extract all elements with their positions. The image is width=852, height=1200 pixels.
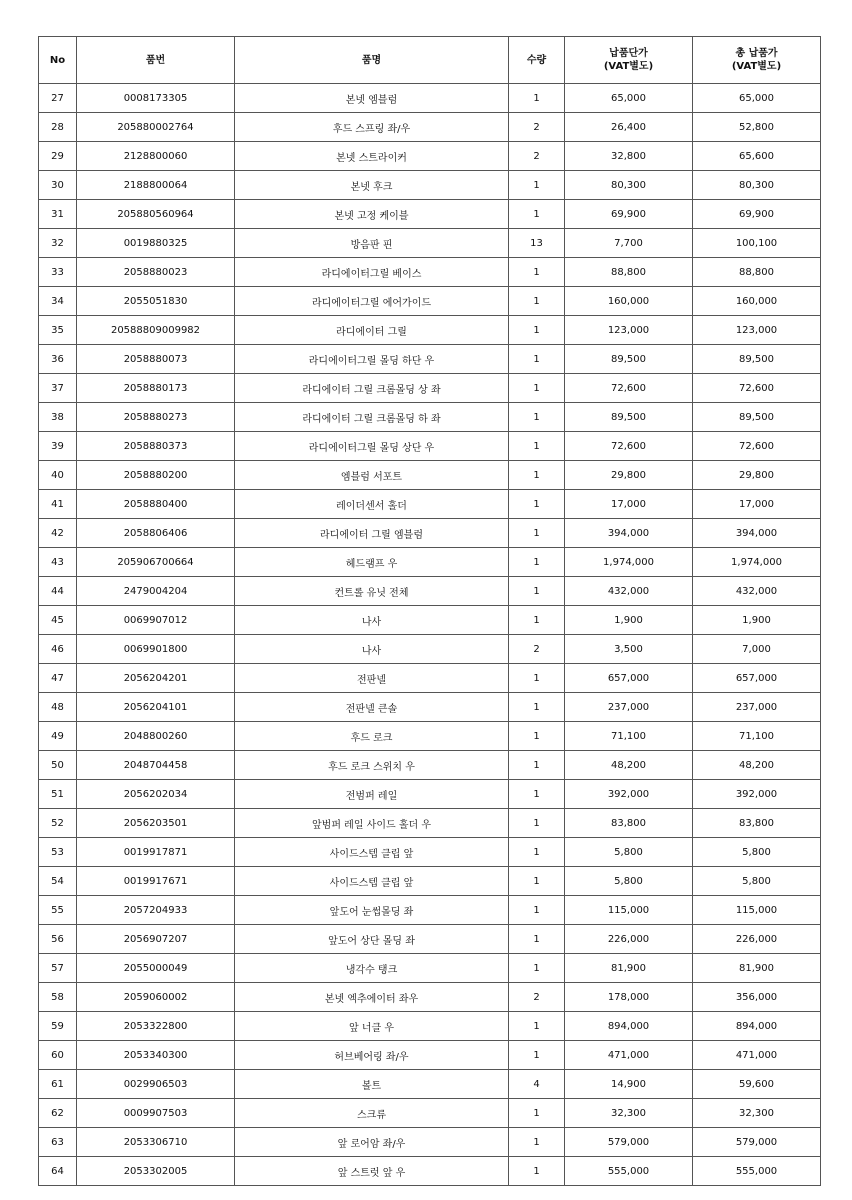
cell-part-name: 본넷 고정 케이블	[235, 200, 509, 229]
cell-no: 27	[39, 84, 77, 113]
cell-qty: 1	[509, 200, 565, 229]
cell-total-price: 48,200	[693, 751, 821, 780]
cell-no: 49	[39, 722, 77, 751]
cell-unit-price: 29,800	[565, 461, 693, 490]
cell-part-no: 2058880173	[77, 374, 235, 403]
cell-part-no: 2056204101	[77, 693, 235, 722]
table-row	[39, 983, 821, 1012]
cell-total-price: 59,600	[693, 1070, 821, 1099]
cell-part-no: 0019880325	[77, 229, 235, 258]
cell-total-price: 237,000	[693, 693, 821, 722]
cell-unit-price: 69,900	[565, 200, 693, 229]
cell-qty: 1	[509, 867, 565, 896]
cell-part-name: 사이드스텝 클립 앞	[235, 838, 509, 867]
cell-part-name: 컨트롤 유닛 전체	[235, 577, 509, 606]
cell-part-no: 0069901800	[77, 635, 235, 664]
cell-qty: 1	[509, 1041, 565, 1070]
cell-qty: 1	[509, 1012, 565, 1041]
header-total-price-line2: (VAT별도)	[731, 61, 782, 72]
table-row	[39, 345, 821, 374]
header-no: No	[39, 37, 77, 84]
cell-no: 48	[39, 693, 77, 722]
cell-total-price: 471,000	[693, 1041, 821, 1070]
cell-no: 30	[39, 171, 77, 200]
cell-unit-price: 48,200	[565, 751, 693, 780]
cell-unit-price: 115,000	[565, 896, 693, 925]
cell-qty: 1	[509, 838, 565, 867]
cell-qty: 1	[509, 316, 565, 345]
cell-total-price: 100,100	[693, 229, 821, 258]
table-row	[39, 722, 821, 751]
cell-part-no: 2048704458	[77, 751, 235, 780]
cell-part-no: 0008173305	[77, 84, 235, 113]
cell-part-no: 2058880073	[77, 345, 235, 374]
table-row	[39, 287, 821, 316]
cell-qty: 1	[509, 432, 565, 461]
cell-qty: 2	[509, 142, 565, 171]
cell-no: 52	[39, 809, 77, 838]
table-header-row	[39, 37, 821, 84]
cell-total-price: 69,900	[693, 200, 821, 229]
cell-no: 45	[39, 606, 77, 635]
cell-part-name: 본넷 엑추에이터 좌우	[235, 983, 509, 1012]
cell-unit-price: 579,000	[565, 1128, 693, 1157]
cell-total-price: 555,000	[693, 1157, 821, 1186]
header-unit-price	[565, 37, 693, 84]
cell-no: 36	[39, 345, 77, 374]
header-total-price-line1: 총 납품가	[735, 48, 778, 59]
cell-total-price: 1,900	[693, 606, 821, 635]
header-unit-price-line2: (VAT별도)	[603, 61, 654, 72]
cell-part-no: 0019917671	[77, 867, 235, 896]
cell-no: 31	[39, 200, 77, 229]
cell-no: 61	[39, 1070, 77, 1099]
cell-no: 42	[39, 519, 77, 548]
cell-qty: 1	[509, 809, 565, 838]
cell-part-no: 2055051830	[77, 287, 235, 316]
cell-no: 51	[39, 780, 77, 809]
cell-part-name: 후드 로크	[235, 722, 509, 751]
cell-no: 46	[39, 635, 77, 664]
cell-part-name: 앞도어 상단 몰딩 좌	[235, 925, 509, 954]
cell-part-no: 20588809009982	[77, 316, 235, 345]
cell-qty: 4	[509, 1070, 565, 1099]
cell-total-price: 80,300	[693, 171, 821, 200]
cell-part-no: 2059060002	[77, 983, 235, 1012]
cell-qty: 1	[509, 287, 565, 316]
cell-part-name: 전범퍼 레일	[235, 780, 509, 809]
cell-total-price: 394,000	[693, 519, 821, 548]
cell-unit-price: 392,000	[565, 780, 693, 809]
cell-total-price: 88,800	[693, 258, 821, 287]
cell-part-no: 205906700664	[77, 548, 235, 577]
cell-unit-price: 394,000	[565, 519, 693, 548]
cell-part-no: 2056202034	[77, 780, 235, 809]
cell-qty: 1	[509, 519, 565, 548]
cell-part-no: 2058880400	[77, 490, 235, 519]
cell-unit-price: 123,000	[565, 316, 693, 345]
cell-total-price: 29,800	[693, 461, 821, 490]
cell-unit-price: 226,000	[565, 925, 693, 954]
cell-part-no: 0029906503	[77, 1070, 235, 1099]
cell-unit-price: 83,800	[565, 809, 693, 838]
cell-no: 47	[39, 664, 77, 693]
cell-unit-price: 89,500	[565, 345, 693, 374]
cell-total-price: 71,100	[693, 722, 821, 751]
cell-part-no: 2058880273	[77, 403, 235, 432]
cell-total-price: 89,500	[693, 345, 821, 374]
table-row	[39, 896, 821, 925]
cell-part-name: 전판넬 큰솔	[235, 693, 509, 722]
cell-part-name: 라디에이터 그릴	[235, 316, 509, 345]
cell-part-name: 앞 로어암 좌/우	[235, 1128, 509, 1157]
cell-unit-price: 65,000	[565, 84, 693, 113]
parts-price-sheet	[38, 36, 820, 1186]
cell-qty: 2	[509, 635, 565, 664]
cell-no: 38	[39, 403, 77, 432]
header-part-no: 품번	[77, 37, 235, 84]
cell-total-price: 32,300	[693, 1099, 821, 1128]
cell-qty: 1	[509, 345, 565, 374]
cell-qty: 2	[509, 113, 565, 142]
cell-qty: 1	[509, 896, 565, 925]
cell-total-price: 5,800	[693, 867, 821, 896]
cell-no: 41	[39, 490, 77, 519]
cell-no: 33	[39, 258, 77, 287]
cell-part-no: 2188800064	[77, 171, 235, 200]
cell-no: 58	[39, 983, 77, 1012]
cell-part-no: 2058880373	[77, 432, 235, 461]
cell-part-name: 냉각수 탱크	[235, 954, 509, 983]
table-row	[39, 1099, 821, 1128]
cell-qty: 1	[509, 577, 565, 606]
cell-unit-price: 1,900	[565, 606, 693, 635]
cell-part-no: 2053306710	[77, 1128, 235, 1157]
cell-total-price: 7,000	[693, 635, 821, 664]
cell-part-name: 스크류	[235, 1099, 509, 1128]
cell-no: 44	[39, 577, 77, 606]
cell-part-name: 레이더센서 홀더	[235, 490, 509, 519]
cell-part-name: 본넷 엠블럼	[235, 84, 509, 113]
cell-qty: 13	[509, 229, 565, 258]
cell-unit-price: 1,974,000	[565, 548, 693, 577]
table-row	[39, 925, 821, 954]
cell-qty: 1	[509, 490, 565, 519]
table-row	[39, 200, 821, 229]
table-row	[39, 1012, 821, 1041]
cell-unit-price: 178,000	[565, 983, 693, 1012]
cell-part-no: 2053302005	[77, 1157, 235, 1186]
parts-table	[38, 36, 821, 1186]
cell-part-name: 앞도어 눈썹몰딩 좌	[235, 896, 509, 925]
cell-part-name: 라디에이터 그릴 크롬몰딩 하 좌	[235, 403, 509, 432]
cell-total-price: 432,000	[693, 577, 821, 606]
table-row	[39, 84, 821, 113]
cell-part-name: 후드 스프링 좌/우	[235, 113, 509, 142]
cell-no: 64	[39, 1157, 77, 1186]
cell-qty: 1	[509, 954, 565, 983]
cell-unit-price: 894,000	[565, 1012, 693, 1041]
cell-unit-price: 89,500	[565, 403, 693, 432]
table-row	[39, 316, 821, 345]
cell-qty: 2	[509, 983, 565, 1012]
cell-total-price: 89,500	[693, 403, 821, 432]
table-row	[39, 635, 821, 664]
cell-no: 60	[39, 1041, 77, 1070]
table-row	[39, 954, 821, 983]
table-row	[39, 838, 821, 867]
cell-no: 29	[39, 142, 77, 171]
header-total-price	[693, 37, 821, 84]
cell-total-price: 226,000	[693, 925, 821, 954]
table-row	[39, 606, 821, 635]
cell-unit-price: 81,900	[565, 954, 693, 983]
cell-no: 43	[39, 548, 77, 577]
cell-total-price: 894,000	[693, 1012, 821, 1041]
table-row	[39, 1041, 821, 1070]
table-row	[39, 751, 821, 780]
table-row	[39, 490, 821, 519]
cell-no: 50	[39, 751, 77, 780]
cell-qty: 1	[509, 84, 565, 113]
cell-unit-price: 432,000	[565, 577, 693, 606]
cell-qty: 1	[509, 1157, 565, 1186]
cell-part-name: 앞 너클 우	[235, 1012, 509, 1041]
cell-total-price: 579,000	[693, 1128, 821, 1157]
cell-part-no: 0019917871	[77, 838, 235, 867]
cell-part-name: 허브베어링 좌/우	[235, 1041, 509, 1070]
cell-unit-price: 7,700	[565, 229, 693, 258]
cell-part-name: 방음판 핀	[235, 229, 509, 258]
header-qty: 수량	[509, 37, 565, 84]
cell-unit-price: 3,500	[565, 635, 693, 664]
cell-qty: 1	[509, 664, 565, 693]
cell-part-name: 나사	[235, 635, 509, 664]
cell-part-name: 라디에이터그릴 베이스	[235, 258, 509, 287]
table-row	[39, 1128, 821, 1157]
cell-no: 54	[39, 867, 77, 896]
table-row	[39, 693, 821, 722]
cell-unit-price: 26,400	[565, 113, 693, 142]
cell-qty: 1	[509, 693, 565, 722]
table-row	[39, 1070, 821, 1099]
cell-total-price: 392,000	[693, 780, 821, 809]
cell-total-price: 65,000	[693, 84, 821, 113]
cell-total-price: 115,000	[693, 896, 821, 925]
cell-part-name: 라디에이터 그릴 크롬몰딩 상 좌	[235, 374, 509, 403]
cell-part-no: 2479004204	[77, 577, 235, 606]
cell-part-name: 라디에이터그릴 몰딩 상단 우	[235, 432, 509, 461]
cell-part-no: 2058880023	[77, 258, 235, 287]
cell-no: 57	[39, 954, 77, 983]
table-row	[39, 113, 821, 142]
cell-no: 40	[39, 461, 77, 490]
cell-unit-price: 17,000	[565, 490, 693, 519]
cell-no: 32	[39, 229, 77, 258]
cell-unit-price: 160,000	[565, 287, 693, 316]
table-row	[39, 374, 821, 403]
cell-total-price: 72,600	[693, 432, 821, 461]
cell-qty: 1	[509, 780, 565, 809]
cell-no: 55	[39, 896, 77, 925]
cell-qty: 1	[509, 751, 565, 780]
cell-part-no: 2056907207	[77, 925, 235, 954]
cell-total-price: 17,000	[693, 490, 821, 519]
cell-no: 53	[39, 838, 77, 867]
cell-no: 62	[39, 1099, 77, 1128]
cell-qty: 1	[509, 403, 565, 432]
cell-unit-price: 5,800	[565, 838, 693, 867]
cell-no: 37	[39, 374, 77, 403]
table-row	[39, 229, 821, 258]
header-unit-price-line1: 납품단가	[609, 48, 648, 59]
table-row	[39, 548, 821, 577]
cell-total-price: 160,000	[693, 287, 821, 316]
table-row	[39, 577, 821, 606]
cell-total-price: 83,800	[693, 809, 821, 838]
cell-part-no: 2056204201	[77, 664, 235, 693]
cell-part-name: 라디에이터 그릴 엠블럼	[235, 519, 509, 548]
cell-unit-price: 71,100	[565, 722, 693, 751]
cell-unit-price: 32,300	[565, 1099, 693, 1128]
header-part-name: 품명	[235, 37, 509, 84]
cell-part-no: 2048800260	[77, 722, 235, 751]
cell-unit-price: 80,300	[565, 171, 693, 200]
cell-part-no: 2056203501	[77, 809, 235, 838]
cell-part-no: 0009907503	[77, 1099, 235, 1128]
cell-qty: 1	[509, 722, 565, 751]
table-row	[39, 664, 821, 693]
cell-total-price: 72,600	[693, 374, 821, 403]
cell-no: 34	[39, 287, 77, 316]
table-row	[39, 432, 821, 461]
table-row	[39, 171, 821, 200]
cell-part-name: 후드 로크 스위치 우	[235, 751, 509, 780]
cell-qty: 1	[509, 1099, 565, 1128]
cell-part-name: 나사	[235, 606, 509, 635]
table-row	[39, 461, 821, 490]
cell-part-name: 전판넬	[235, 664, 509, 693]
cell-part-name: 볼트	[235, 1070, 509, 1099]
cell-unit-price: 14,900	[565, 1070, 693, 1099]
cell-part-no: 205880560964	[77, 200, 235, 229]
cell-part-no: 2053322800	[77, 1012, 235, 1041]
table-row	[39, 258, 821, 287]
cell-part-name: 본넷 후크	[235, 171, 509, 200]
cell-qty: 1	[509, 461, 565, 490]
cell-unit-price: 72,600	[565, 374, 693, 403]
table-row	[39, 519, 821, 548]
cell-unit-price: 88,800	[565, 258, 693, 287]
cell-total-price: 5,800	[693, 838, 821, 867]
table-row	[39, 780, 821, 809]
cell-qty: 1	[509, 606, 565, 635]
cell-unit-price: 657,000	[565, 664, 693, 693]
cell-part-name: 사이드스텝 클립 앞	[235, 867, 509, 896]
cell-qty: 1	[509, 374, 565, 403]
cell-total-price: 123,000	[693, 316, 821, 345]
cell-part-no: 2055000049	[77, 954, 235, 983]
cell-unit-price: 237,000	[565, 693, 693, 722]
cell-part-name: 헤드램프 우	[235, 548, 509, 577]
cell-part-no: 0069907012	[77, 606, 235, 635]
cell-unit-price: 72,600	[565, 432, 693, 461]
cell-part-name: 앞범퍼 레일 사이드 홀더 우	[235, 809, 509, 838]
cell-part-name: 본넷 스트라이커	[235, 142, 509, 171]
cell-total-price: 1,974,000	[693, 548, 821, 577]
cell-unit-price: 471,000	[565, 1041, 693, 1070]
cell-part-name: 앞 스트럿 앞 우	[235, 1157, 509, 1186]
table-row	[39, 809, 821, 838]
cell-qty: 1	[509, 171, 565, 200]
cell-no: 39	[39, 432, 77, 461]
cell-part-no: 2057204933	[77, 896, 235, 925]
cell-total-price: 81,900	[693, 954, 821, 983]
table-row	[39, 1157, 821, 1186]
table-row	[39, 867, 821, 896]
cell-unit-price: 5,800	[565, 867, 693, 896]
cell-qty: 1	[509, 548, 565, 577]
cell-qty: 1	[509, 925, 565, 954]
cell-part-name: 라디에이터그릴 에어가이드	[235, 287, 509, 316]
cell-no: 28	[39, 113, 77, 142]
cell-total-price: 65,600	[693, 142, 821, 171]
cell-no: 35	[39, 316, 77, 345]
cell-part-no: 2053340300	[77, 1041, 235, 1070]
cell-part-no: 2058880200	[77, 461, 235, 490]
cell-no: 63	[39, 1128, 77, 1157]
cell-part-no: 2058806406	[77, 519, 235, 548]
cell-qty: 1	[509, 258, 565, 287]
cell-unit-price: 555,000	[565, 1157, 693, 1186]
cell-total-price: 356,000	[693, 983, 821, 1012]
cell-part-name: 엠블럼 서포트	[235, 461, 509, 490]
cell-no: 56	[39, 925, 77, 954]
table-row	[39, 142, 821, 171]
table-row	[39, 403, 821, 432]
cell-qty: 1	[509, 1128, 565, 1157]
cell-part-name: 라디에이터그릴 몰딩 하단 우	[235, 345, 509, 374]
cell-total-price: 657,000	[693, 664, 821, 693]
cell-no: 59	[39, 1012, 77, 1041]
cell-unit-price: 32,800	[565, 142, 693, 171]
cell-total-price: 52,800	[693, 113, 821, 142]
cell-part-no: 205880002764	[77, 113, 235, 142]
cell-part-no: 2128800060	[77, 142, 235, 171]
